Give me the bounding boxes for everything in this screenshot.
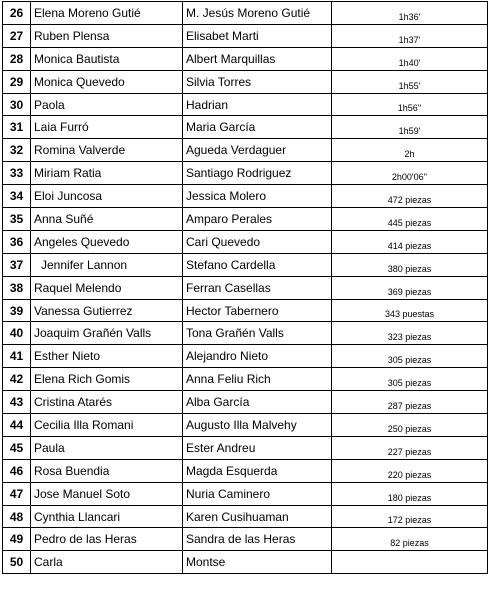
result-cell: 380 piezas (332, 253, 488, 276)
participant-b-cell: Sandra de las Heras (183, 528, 332, 551)
result-cell: 305 piezas (332, 368, 488, 391)
result-cell: 1h37' (332, 24, 488, 47)
participant-b-cell: Elisabet Marti (183, 24, 332, 47)
table-row (3, 253, 488, 276)
table-row (3, 70, 488, 93)
participant-a-cell: Miriam Ratia (31, 162, 183, 185)
result-cell: 287 piezas (332, 391, 488, 414)
rank-cell: 42 (3, 368, 31, 391)
result-cell: 1h56'' (332, 93, 488, 116)
participant-b-cell: Maria García (183, 116, 332, 139)
participant-a-cell: Laia Furró (31, 116, 183, 139)
rank-cell: 39 (3, 299, 31, 322)
result-cell: 82 piezas (332, 528, 488, 551)
table-row (3, 459, 488, 482)
participant-a-cell: Carla (31, 551, 183, 574)
participant-a-cell: Jose Manuel Soto (31, 482, 183, 505)
result-cell: 414 piezas (332, 230, 488, 253)
rank-cell: 38 (3, 276, 31, 299)
participant-a-cell: Elena Rich Gomis (31, 368, 183, 391)
participant-a-cell: Cecilia Illa Romani (31, 414, 183, 437)
participant-b-cell: Tona Grañén Valls (183, 322, 332, 345)
rank-cell: 49 (3, 528, 31, 551)
participant-b-cell: Stefano Cardella (183, 253, 332, 276)
result-cell: 220 piezas (332, 459, 488, 482)
participant-b-cell: Silvia Torres (183, 70, 332, 93)
table-row (3, 299, 488, 322)
result-cell: 369 piezas (332, 276, 488, 299)
rank-cell: 36 (3, 230, 31, 253)
participant-a-cell: Rosa Buendia (31, 459, 183, 482)
rank-cell: 43 (3, 391, 31, 414)
table-row (3, 482, 488, 505)
result-cell (332, 551, 488, 574)
participant-a-cell: Pedro de las Heras (31, 528, 183, 551)
participant-b-cell: Cari Quevedo (183, 230, 332, 253)
rank-cell: 26 (3, 2, 31, 25)
table-row (3, 24, 488, 47)
rank-cell: 48 (3, 505, 31, 528)
participant-a-cell: Anna Suñé (31, 208, 183, 231)
rank-cell: 30 (3, 93, 31, 116)
participant-b-cell: Nuria Caminero (183, 482, 332, 505)
result-cell: 1h40' (332, 47, 488, 70)
table-row (3, 230, 488, 253)
participant-b-cell: M. Jesús Moreno Gutié (183, 2, 332, 25)
participant-a-cell: Eloi Juncosa (31, 185, 183, 208)
table-row (3, 162, 488, 185)
participant-a-cell: Paula (31, 436, 183, 459)
table-row (3, 505, 488, 528)
table-row (3, 322, 488, 345)
participant-b-cell: Montse (183, 551, 332, 574)
participant-a-cell: Elena Moreno Gutié (31, 2, 183, 25)
rank-cell: 34 (3, 185, 31, 208)
table-row (3, 139, 488, 162)
table-row (3, 551, 488, 574)
rank-cell: 41 (3, 345, 31, 368)
participant-a-cell: Joaquim Grañén Valls (31, 322, 183, 345)
table-row (3, 93, 488, 116)
table-row (3, 436, 488, 459)
rank-cell: 29 (3, 70, 31, 93)
participant-a-cell: Raquel Melendo (31, 276, 183, 299)
participant-a-cell: Angeles Quevedo (31, 230, 183, 253)
result-cell: 472 piezas (332, 185, 488, 208)
table-row (3, 2, 488, 25)
rank-cell: 35 (3, 208, 31, 231)
participant-a-cell: Esther Nieto (31, 345, 183, 368)
result-cell: 1h55' (332, 70, 488, 93)
participant-b-cell: Alejandro Nieto (183, 345, 332, 368)
participant-b-cell: Magda Esquerda (183, 459, 332, 482)
participant-b-cell: Ferran Casellas (183, 276, 332, 299)
results-table-body (3, 2, 488, 574)
participant-b-cell: Jessica Molero (183, 185, 332, 208)
participant-b-cell: Santiago Rodriguez (183, 162, 332, 185)
result-cell: 1h36' (332, 2, 488, 25)
result-cell: 227 piezas (332, 436, 488, 459)
rank-cell: 46 (3, 459, 31, 482)
participant-a-cell: Romina Valverde (31, 139, 183, 162)
participant-b-cell: Karen Cusihuaman (183, 505, 332, 528)
result-cell: 2h (332, 139, 488, 162)
rank-cell: 31 (3, 116, 31, 139)
result-cell: 1h59' (332, 116, 488, 139)
table-row (3, 276, 488, 299)
participant-b-cell: Alba García (183, 391, 332, 414)
rank-cell: 47 (3, 482, 31, 505)
table-row (3, 345, 488, 368)
participant-b-cell: Augusto Illa Malvehy (183, 414, 332, 437)
participant-a-cell: Vanessa Gutierrez (31, 299, 183, 322)
participant-a-cell: Jennifer Lannon (31, 253, 183, 276)
participant-a-cell: Monica Bautista (31, 47, 183, 70)
result-cell: 343 puestas (332, 299, 488, 322)
table-row (3, 116, 488, 139)
participant-b-cell: Hector Tabernero (183, 299, 332, 322)
result-cell: 172 piezas (332, 505, 488, 528)
table-row (3, 528, 488, 551)
rank-cell: 45 (3, 436, 31, 459)
participant-b-cell: Albert Marquillas (183, 47, 332, 70)
result-cell: 180 piezas (332, 482, 488, 505)
table-row (3, 208, 488, 231)
participant-b-cell: Agueda Verdaguer (183, 139, 332, 162)
rank-cell: 28 (3, 47, 31, 70)
rank-cell: 44 (3, 414, 31, 437)
participant-a-cell: Cynthia Llancari (31, 505, 183, 528)
result-cell: 445 piezas (332, 208, 488, 231)
rank-cell: 40 (3, 322, 31, 345)
table-row (3, 414, 488, 437)
participant-a-cell: Paola (31, 93, 183, 116)
participant-b-cell: Amparo Perales (183, 208, 332, 231)
rank-cell: 32 (3, 139, 31, 162)
participant-b-cell: Anna Feliu Rich (183, 368, 332, 391)
participant-b-cell: Hadrian (183, 93, 332, 116)
rank-cell: 33 (3, 162, 31, 185)
result-cell: 305 piezas (332, 345, 488, 368)
participant-b-cell: Ester Andreu (183, 436, 332, 459)
table-row (3, 368, 488, 391)
result-cell: 2h00'06'' (332, 162, 488, 185)
table-row (3, 47, 488, 70)
result-cell: 250 piezas (332, 414, 488, 437)
table-row (3, 185, 488, 208)
rank-cell: 37 (3, 253, 31, 276)
rank-cell: 27 (3, 24, 31, 47)
participant-a-cell: Ruben Plensa (31, 24, 183, 47)
participant-a-cell: Cristina Atarés (31, 391, 183, 414)
results-table (2, 1, 488, 574)
result-cell: 323 piezas (332, 322, 488, 345)
rank-cell: 50 (3, 551, 31, 574)
participant-a-cell: Monica Quevedo (31, 70, 183, 93)
table-row (3, 391, 488, 414)
